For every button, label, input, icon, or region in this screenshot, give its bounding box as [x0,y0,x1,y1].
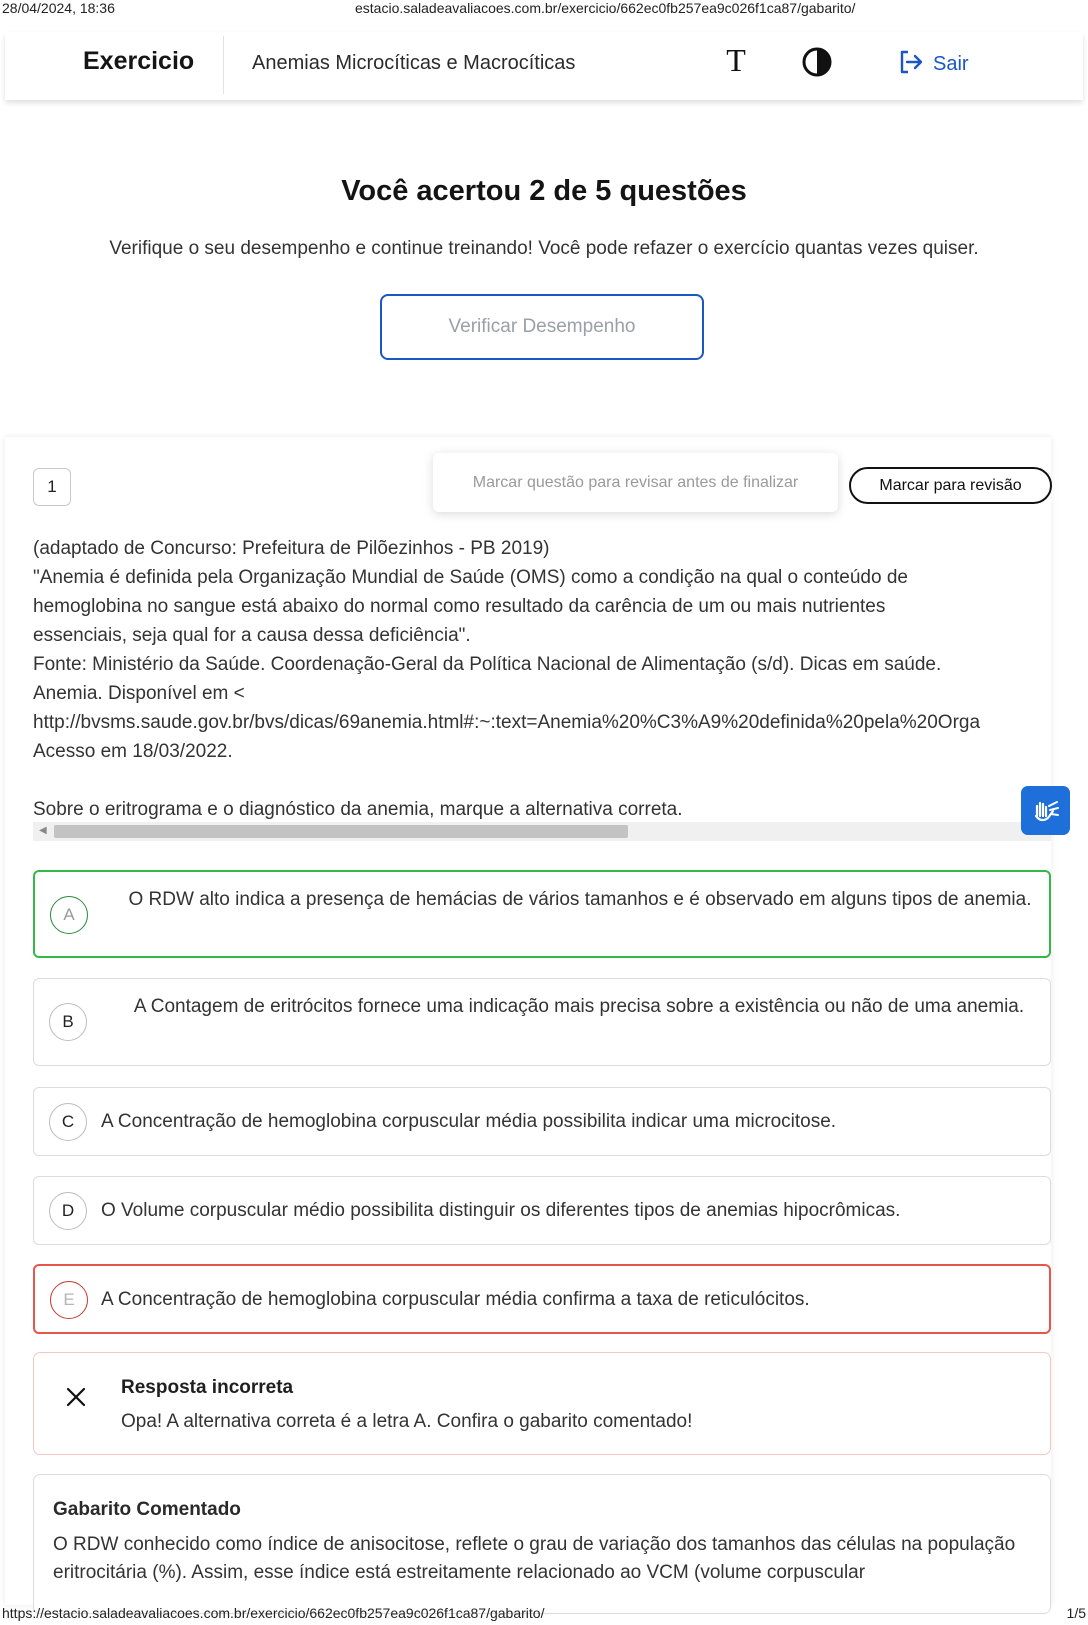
close-icon [64,1385,88,1409]
option-text: A Concentração de hemoglobina corpuscular média confirma a taxa de reticulócitos. [101,1289,810,1310]
option-letter: A [50,896,88,934]
question-text [33,534,1053,824]
logout-label: Sair [933,52,969,75]
option-b[interactable] [33,978,1051,1066]
scroll-left-icon[interactable]: ◀ [39,825,47,836]
print-footer-url: https://estacio.saladeavaliacoes.com.br/exercicio/662ec0fb257ea9c026f1ca87/gabarito/ [2,1605,545,1621]
option-d[interactable] [33,1176,1051,1245]
option-text: O Volume corpuscular médio possibilita distinguir os diferentes tipos de anemias hipocrômicas. [101,1200,901,1221]
commented-answer [33,1474,1051,1614]
result-title: Você acertou 2 de 5 questões [341,175,747,207]
question-line: (adaptado de Concurso: Prefeitura de Pilõezinhos - PB 2019) [33,538,550,559]
option-letter: E [50,1281,88,1319]
question-line: hemoglobina no sangue está abaixo do normal como resultado da carência de um ou mais nutrientes [33,596,886,617]
question-line: Anemia. Disponível em < [33,683,245,704]
logout-icon [897,48,925,81]
question-line: Acesso em 18/03/2022. [33,741,233,762]
option-c[interactable] [33,1087,1051,1156]
horizontal-scrollbar[interactable] [33,822,1051,841]
option-letter: B [49,1003,87,1041]
feedback-message: Opa! A alternativa correta é a letra A. Confira o gabarito comentado! [121,1411,693,1432]
option-text: A Contagem de eritrócitos fornece uma indicação mais precisa sobre a existência ou não de uma anemia. [133,996,1025,1017]
result-subtitle: Verifique o seu desempenho e continue treinando! Você pode refazer o exercício quantas vezes quiser. [109,238,979,259]
contrast-icon[interactable] [800,45,834,79]
option-a[interactable] [33,870,1051,958]
option-text: A Concentração de hemoglobina corpuscular média possibilita indicar uma microcitose. [101,1111,837,1132]
scrollbar-thumb[interactable] [54,825,628,838]
print-url: estacio.saladeavaliacoes.com.br/exercicio/662ec0fb257ea9c026f1ca87/gabarito/ [355,0,856,16]
print-page-number: 1/5 [1066,1605,1086,1621]
question-line [33,766,1053,795]
review-tooltip: Marcar questão para revisar antes de finalizar [433,453,838,512]
print-date: 28/04/2024, 18:36 [2,0,115,16]
option-e[interactable] [33,1264,1051,1334]
option-letter: D [49,1192,87,1230]
question-line: Sobre o eritrograma e o diagnóstico da anemia, marque a alternativa correta. [33,799,683,820]
feedback-title: Resposta incorreta [121,1377,294,1398]
verify-performance-button[interactable]: Verificar Desempenho [380,294,704,360]
option-text: O RDW alto indica a presença de hemácias de vários tamanhos e é observado em alguns tipos de anemia. [128,889,1032,910]
gabarito-body: O RDW conhecido como índice de anisocitose, reflete o grau de variação dos tamanhos das células na população eritrocitária (%). Assim, esse índice está estreitamente relacionado ao VCM (volume corpuscular [53,1534,1016,1583]
question-number: 1 [33,468,71,506]
question-line: http://bvsms.saude.gov.br/bvs/dicas/69anemia.html#:~:text=Anemia%20%C3%A9%20definida%20pela%20Orga [33,712,981,733]
mark-review-button[interactable]: Marcar para revisão [849,467,1052,504]
gabarito-title: Gabarito Comentado [53,1499,241,1520]
question-line: "Anemia é definida pela Organização Mundial de Saúde (OMS) como a condição na qual o conteúdo de [33,567,908,588]
question-line: essenciais, seja qual for a causa dessa deficiência". [33,625,471,646]
question-line: Fonte: Ministério da Saúde. Coordenação-Geral da Política Nacional de Alimentação (s/d). Dicas em saúde. [33,654,942,675]
print-footer [0,1605,1088,1625]
subject-title: Anemias Microcíticas e Macrocíticas [252,52,576,74]
option-letter: C [49,1103,87,1141]
font-size-icon[interactable]: T [726,42,746,78]
brand-title: Exercicio [83,47,195,75]
sign-language-icon[interactable] [1021,786,1070,835]
answer-feedback [33,1352,1051,1455]
print-header [0,0,1088,18]
logout-button[interactable] [897,47,969,81]
top-navbar [5,32,1083,100]
header-divider [223,36,224,94]
